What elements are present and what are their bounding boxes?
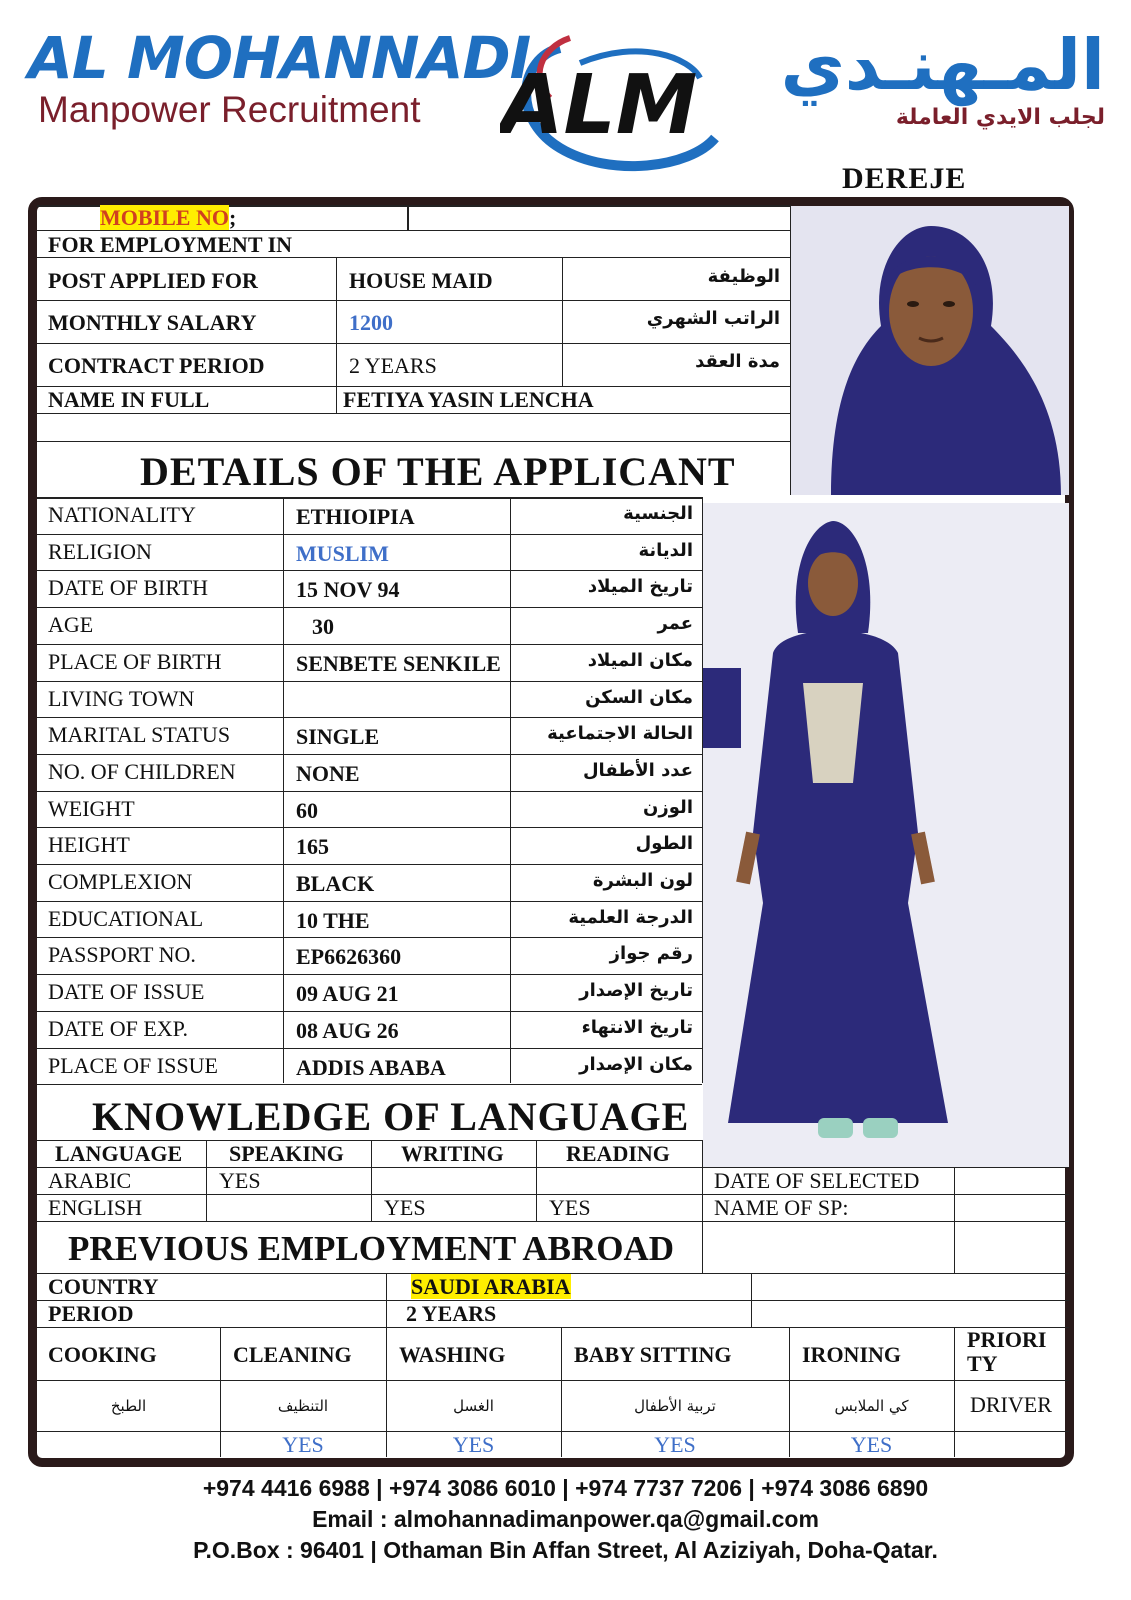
detail-arabic-label: مكان الإصدار: [579, 1054, 693, 1075]
detail-value: 15 NOV 94: [296, 577, 400, 602]
lang-header-reading: READING: [566, 1141, 670, 1166]
detail-arabic-label: مكان السكن: [585, 687, 693, 708]
detail-arabic-label: تاريخ الميلاد: [587, 576, 693, 597]
skill-baby-sitting-arabic: تربية الأطفال: [634, 1397, 716, 1415]
period-label: PERIOD: [48, 1301, 134, 1326]
detail-value: 10 THE: [296, 908, 370, 933]
skill-ironing-value: YES: [850, 1432, 893, 1457]
skill-cleaning-value: YES: [282, 1432, 324, 1457]
skill-washing: WASHING: [399, 1342, 506, 1367]
detail-label: RELIGION: [48, 539, 152, 564]
lang-english-writing: YES: [384, 1195, 426, 1220]
detail-value: 09 AUG 21: [296, 981, 399, 1006]
name-value: FETIYA YASIN LENCHA: [343, 387, 594, 412]
lang-header-language: LANGUAGE: [55, 1141, 183, 1166]
footer-address: P.O.Box : 96401 | Othaman Bin Affan Street, Al Aziziyah, Doha-Qatar.: [193, 1537, 938, 1563]
detail-value: BLACK: [296, 871, 375, 896]
contract-arabic: مدة العقد: [695, 351, 780, 372]
brand-tagline: Manpower Recruitment: [38, 89, 421, 130]
detail-value: 60: [296, 798, 318, 823]
agent-name: DEREJE: [842, 162, 967, 195]
footer-email: Email : almohannadimanpower.qa@gmail.com: [312, 1506, 819, 1532]
period-value: 2 YEARS: [406, 1301, 497, 1326]
contract-label: CONTRACT PERIOD: [48, 353, 265, 378]
logo-text: ALM: [500, 58, 698, 153]
alm-logo: [500, 18, 730, 178]
detail-value: SINGLE: [296, 724, 380, 749]
contract-value: 2 YEARS: [349, 353, 437, 378]
detail-arabic-label: لون البشرة: [592, 870, 693, 891]
detail-value: ETHIOIPIA: [296, 504, 415, 529]
country-value: SAUDI ARABIA: [411, 1274, 571, 1299]
previous-title: PREVIOUS EMPLOYMENT ABROAD: [68, 1229, 675, 1268]
detail-label: AGE: [48, 612, 94, 637]
detail-value: ADDIS ABABA: [296, 1055, 446, 1080]
name-sp-label: NAME OF SP:: [714, 1195, 849, 1220]
details-title: DETAILS OF THE APPLICANT: [140, 449, 736, 494]
name-label: NAME IN FULL: [48, 387, 210, 412]
detail-label: LIVING TOWN: [48, 686, 195, 711]
detail-arabic-label: تاريخ الإصدار: [579, 980, 693, 1001]
priority-value: DRIVER: [970, 1392, 1052, 1417]
detail-label: WEIGHT: [48, 796, 135, 821]
detail-label: EDUCATIONAL: [48, 906, 204, 931]
footer-phones: +974 4416 6988 | +974 3086 6010 | +974 7737 7206 | +974 3086 6890: [202, 1475, 929, 1501]
lang-arabic-speaking: YES: [219, 1168, 261, 1193]
brand-logo-english: [28, 24, 531, 132]
country-label: COUNTRY: [48, 1274, 159, 1299]
detail-arabic-label: الطول: [635, 833, 693, 854]
detail-value: EP6626360: [296, 944, 402, 969]
skill-baby-sitting: BABY SITTING: [574, 1342, 732, 1367]
lang-english-reading: YES: [549, 1195, 591, 1220]
detail-label: DATE OF ISSUE: [48, 979, 205, 1004]
skill-washing-arabic: الغسل: [453, 1397, 494, 1415]
detail-value: 08 AUG 26: [296, 1018, 399, 1043]
detail-label: MARITAL STATUS: [48, 722, 231, 747]
detail-label: HEIGHT: [48, 832, 130, 857]
salary-arabic: الراتب الشهري: [646, 308, 780, 329]
detail-label: DATE OF BIRTH: [48, 575, 209, 600]
lang-arabic: ARABIC: [48, 1168, 132, 1193]
skill-priority: PRIORI TY: [967, 1327, 1047, 1376]
salary-label: MONTHLY SALARY: [48, 310, 257, 335]
employment-in-label: FOR EMPLOYMENT IN: [48, 232, 293, 257]
detail-arabic-label: رقم جواز: [609, 943, 693, 964]
detail-label: NATIONALITY: [48, 502, 196, 527]
skill-cooking: COOKING: [48, 1342, 157, 1367]
skill-baby-sitting-value: YES: [654, 1432, 696, 1457]
detail-value: SENBETE SENKILE: [296, 651, 501, 676]
brand-name: AL MOHANNADI: [28, 24, 531, 92]
brand-logo-arabic: [740, 25, 1105, 130]
brand-name-arabic: المـهنـدي: [780, 24, 1105, 106]
detail-label: PLACE OF ISSUE: [48, 1053, 218, 1078]
detail-arabic-label: مكان الميلاد: [587, 650, 693, 671]
post-applied-value: HOUSE MAID: [349, 268, 493, 293]
detail-value: NONE: [296, 761, 360, 786]
portrait-photo: [791, 206, 1069, 495]
mobile-separator: ;: [228, 205, 237, 230]
detail-value: MUSLIM: [296, 541, 389, 566]
mobile-label: MOBILE NO: [100, 205, 229, 230]
detail-arabic-label: الحالة الاجتماعية: [547, 723, 693, 744]
detail-arabic-label: الجنسية: [623, 503, 693, 524]
detail-label: PLACE OF BIRTH: [48, 649, 222, 674]
detail-value: 30: [312, 614, 334, 639]
post-applied-arabic: الوظيفة: [707, 266, 780, 287]
detail-label: COMPLEXION: [48, 869, 193, 894]
detail-label: NO. OF CHILDREN: [48, 759, 236, 784]
skill-cleaning: CLEANING: [233, 1342, 352, 1367]
skill-cleaning-arabic: التنظيف: [277, 1397, 329, 1415]
detail-arabic-label: عمر: [657, 613, 693, 634]
language-title: KNOWLEDGE OF LANGUAGE: [92, 1094, 690, 1139]
salary-value: 1200: [349, 310, 393, 335]
lang-header-writing: WRITING: [401, 1141, 504, 1166]
brand-tagline-arabic: لجلب الايدي العاملة: [895, 105, 1105, 130]
full-body-photo: [703, 503, 1069, 1168]
detail-arabic-label: عدد الأطفال: [582, 760, 693, 781]
skill-ironing-arabic: كي الملابس: [834, 1397, 909, 1415]
lang-header-speaking: SPEAKING: [229, 1141, 344, 1166]
detail-arabic-label: الدرجة العلمية: [568, 907, 693, 928]
detail-label: PASSPORT NO.: [48, 942, 196, 967]
detail-arabic-label: تاريخ الانتهاء: [581, 1017, 693, 1038]
detail-label: DATE OF EXP.: [48, 1016, 188, 1041]
date-selected-label: DATE OF SELECTED: [714, 1168, 920, 1193]
skill-ironing: IRONING: [802, 1342, 902, 1367]
detail-value: 165: [296, 834, 329, 859]
skill-washing-value: YES: [452, 1432, 495, 1457]
lang-english: ENGLISH: [48, 1195, 143, 1220]
post-applied-label: POST APPLIED FOR: [48, 268, 258, 293]
skill-cooking-arabic: الطبخ: [110, 1397, 147, 1415]
detail-arabic-label: الديانة: [638, 540, 693, 561]
detail-arabic-label: الوزن: [643, 797, 693, 818]
